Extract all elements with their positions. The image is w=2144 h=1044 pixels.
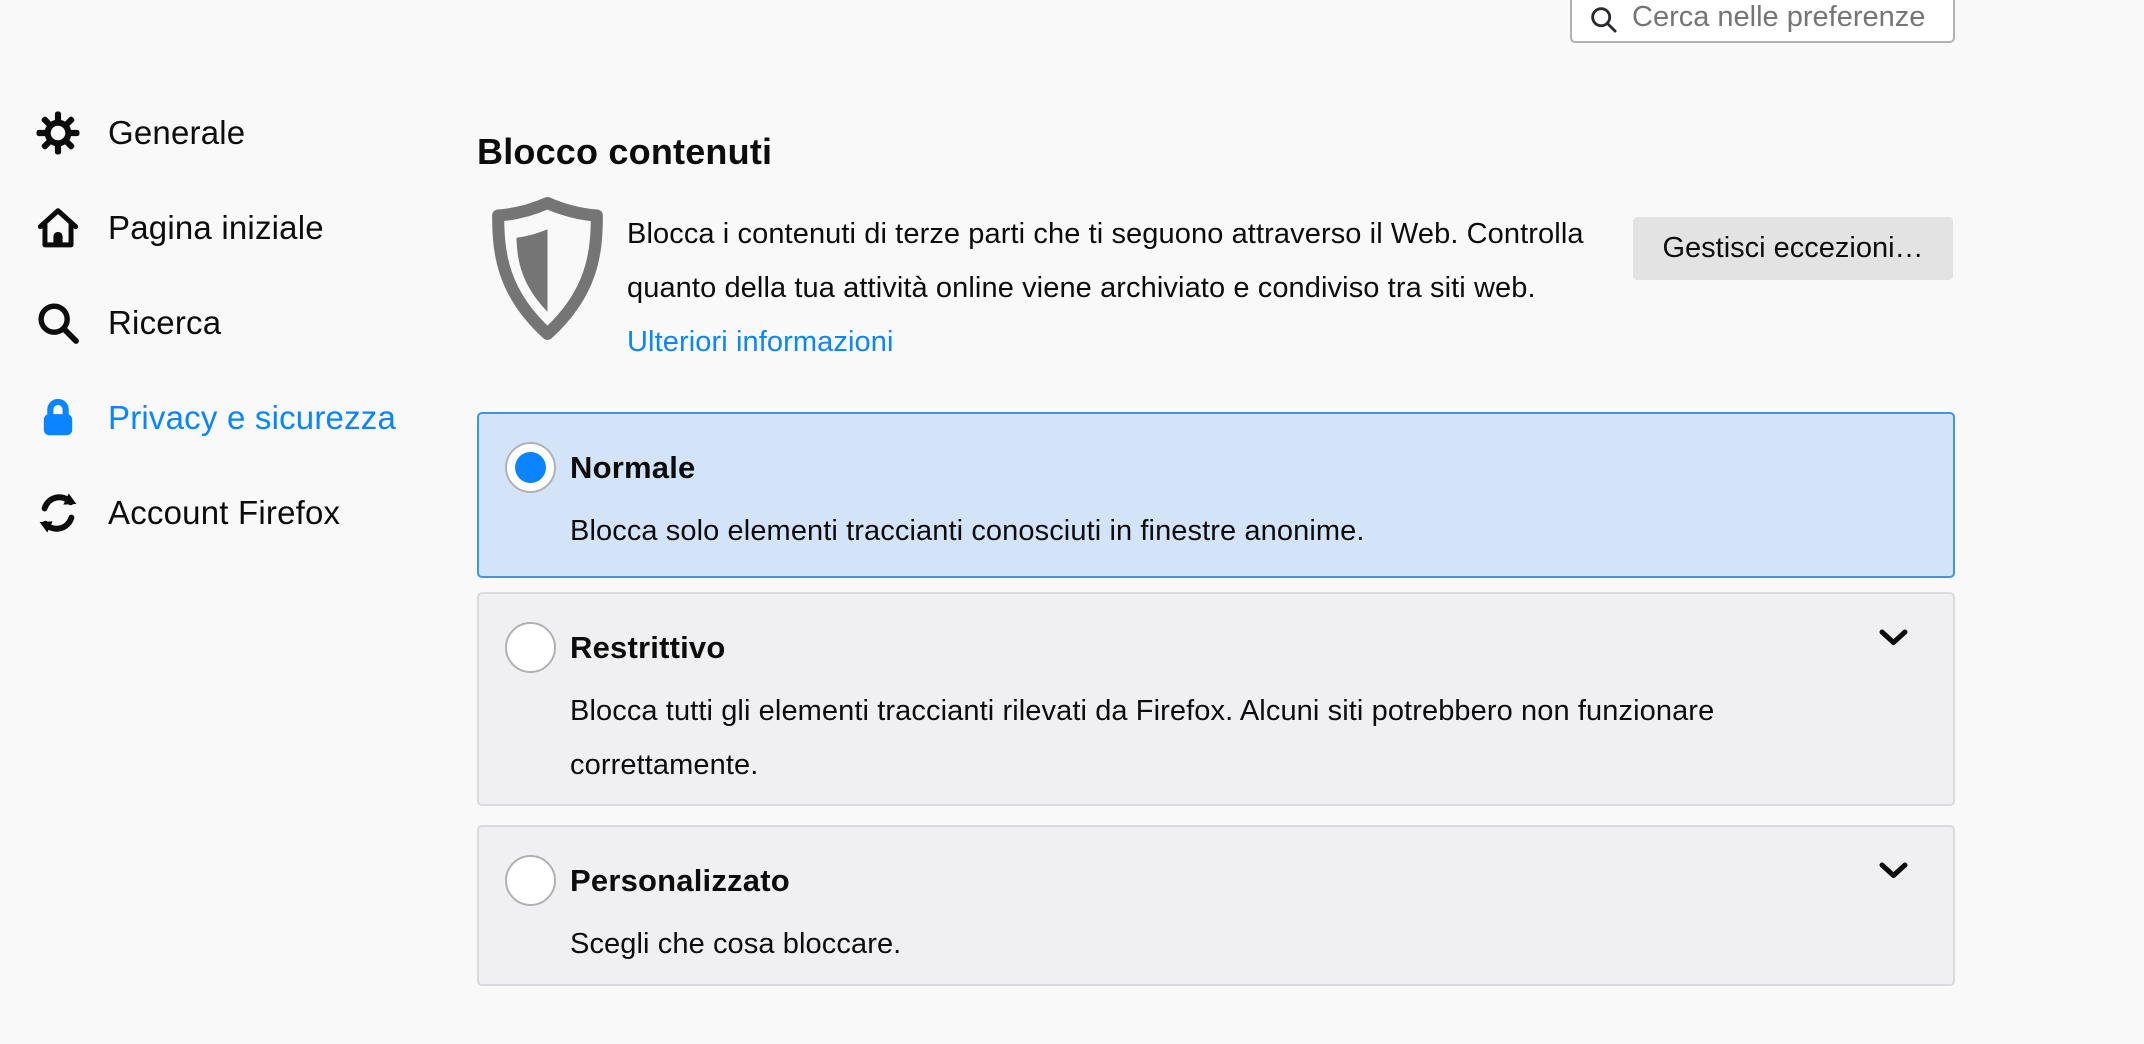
search-icon	[1588, 4, 1619, 35]
chevron-down-icon[interactable]	[1878, 861, 1909, 881]
preferences-sidebar	[35, 85, 435, 560]
sidebar-item-account-firefox[interactable]	[35, 465, 435, 560]
sidebar-item-label: Pagina iniziale	[108, 208, 324, 246]
manage-exceptions-button[interactable]: Gestisci eccezioni…	[1633, 217, 1953, 280]
sidebar-item-generale[interactable]	[35, 85, 435, 180]
sidebar-item-label: Generale	[108, 113, 246, 151]
preferences-search-box[interactable]	[1570, 0, 1955, 43]
chevron-down-icon[interactable]	[1878, 628, 1909, 648]
sidebar-item-pagina-iniziale[interactable]	[35, 180, 435, 275]
option-title: Normale	[570, 449, 696, 485]
radio-normale[interactable]	[505, 442, 556, 493]
radio-restrittivo[interactable]	[505, 622, 556, 673]
learn-more-link[interactable]: Ulteriori informazioni	[627, 326, 894, 358]
sidebar-item-label: Privacy e sicurezza	[108, 398, 397, 436]
option-title: Personalizzato	[570, 862, 790, 898]
sidebar-item-label: Account Firefox	[108, 493, 341, 531]
shield-icon	[487, 196, 608, 343]
sidebar-item-privacy-sicurezza[interactable]	[35, 370, 435, 465]
option-card-normale[interactable]	[477, 412, 1955, 578]
sidebar-item-ricerca[interactable]	[35, 275, 435, 370]
search-input[interactable]	[1632, 0, 2009, 35]
lock-icon	[35, 395, 81, 441]
sync-icon	[35, 490, 81, 536]
search-icon	[35, 300, 81, 346]
option-title: Restrittivo	[570, 629, 726, 665]
option-description: Blocca tutti gli elementi traccianti rilevati da Firefox. Alcuni siti potrebbero non funzionare correttamente.	[570, 695, 1715, 781]
option-card-restrittivo[interactable]	[477, 592, 1955, 806]
page-title: Blocco contenuti	[477, 131, 773, 172]
sidebar-item-label: Ricerca	[108, 303, 222, 341]
content-blocking-description	[627, 207, 1637, 369]
gear-icon	[35, 110, 81, 156]
home-icon	[35, 205, 81, 251]
content-blocking-description-text: Blocca i contenuti di terze parti che ti seguono attraverso il Web. Controlla quanto della tua attività online viene archiviato e condiviso tra siti web.	[627, 218, 1584, 304]
radio-personalizzato[interactable]	[505, 855, 556, 906]
option-description: Scegli che cosa bloccare.	[570, 928, 902, 960]
option-card-personalizzato[interactable]	[477, 825, 1955, 986]
option-description: Blocca solo elementi traccianti conosciuti in finestre anonime.	[570, 515, 1365, 547]
